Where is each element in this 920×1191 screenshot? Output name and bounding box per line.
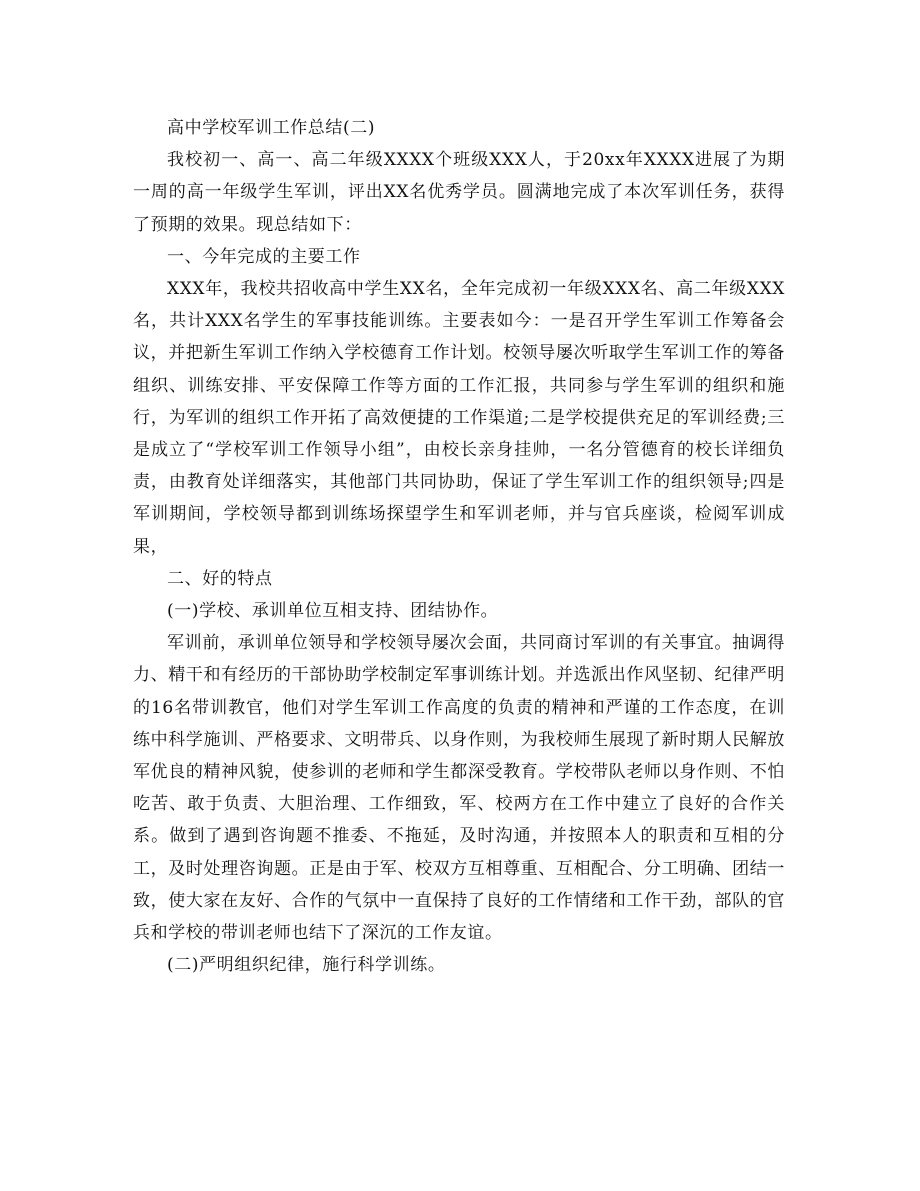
subheading-2: (二)严明组织纪律，施行科学训练。 xyxy=(167,955,446,976)
subheading-1: (一)学校、承训单位互相支持、团结协作。 xyxy=(167,601,499,622)
section-heading-2: 二、好的特点 xyxy=(167,568,273,589)
intro-paragraph: 我校初一、高一、高二年级XXXX个班级XXX人，于20xx年XXXX进展了为期一周的高一年级学生军训，评出XX名优秀学员。圆满地完成了本次军训任务，获得了预期的效果。现总结如下： xyxy=(133,150,785,235)
cooperation-paragraph: 军训前，承训单位领导和学校领导屡次会面，共同商讨军训的有关事宜。抽调得力、精干和有经历的干部协助学校制定军事训练计划。并选派出作风坚韧、纪律严明的16名带训教官，他们对学生军训工作高度的负责的精神和严谨的工作态度，在训练中科学施训、严格要求、文明带兵、以身作则，为我校师生展现了新时期人民解放军优良的精神风貌，使参训的老师和学生都深受教育。学校带队老师以身作则、不怕吃苦、敢于负责、大胆治理、工作细致，军、校两方在工作中建立了良好的合作关系。做到了遇到咨询题不推委、不拖延，及时沟通，并按照本人的职责和互相的分工，及时处理咨询题。正是由于军、校双方互相尊重、互相配合、分工明确、团结一致，使大家在友好、合作的气氛中一直保持了良好的工作情绪和工作干劲，部队的官兵和学校的带训老师也结下了深沉的工作友谊。 xyxy=(133,633,785,944)
section-heading-1: 一、今年完成的主要工作 xyxy=(167,246,361,267)
document-title: 高中学校军训工作总结(二) xyxy=(167,118,376,138)
main-work-paragraph: XXX年，我校共招收高中学生XX名，全年完成初一年级XXX名、高二年级XXX名，共计XXX名学生的军事技能训练。主要表如今：一是召开学生军训工作筹备会议，并把新生军训工作纳入学校德育工作计划。校领导屡次听取学生军训工作的筹备组织、训练安排、平安保障工作等方面的工作汇报，共同参与学生军训的组织和施行，为军训的组织工作开拓了高效便捷的工作渠道;二是学校提供充足的军训经费;三是成立了“学校军训工作领导小组”，由校长亲身挂帅，一名分管德育的校长详细负责，由教育处详细落实，其他部门共同协助，保证了学生军训工作的组织领导;四是军训期间，学校领导都到训练场探望学生和军训老师，并与官兵座谈，检阅军训成果， xyxy=(133,279,785,557)
document-body xyxy=(133,112,785,981)
